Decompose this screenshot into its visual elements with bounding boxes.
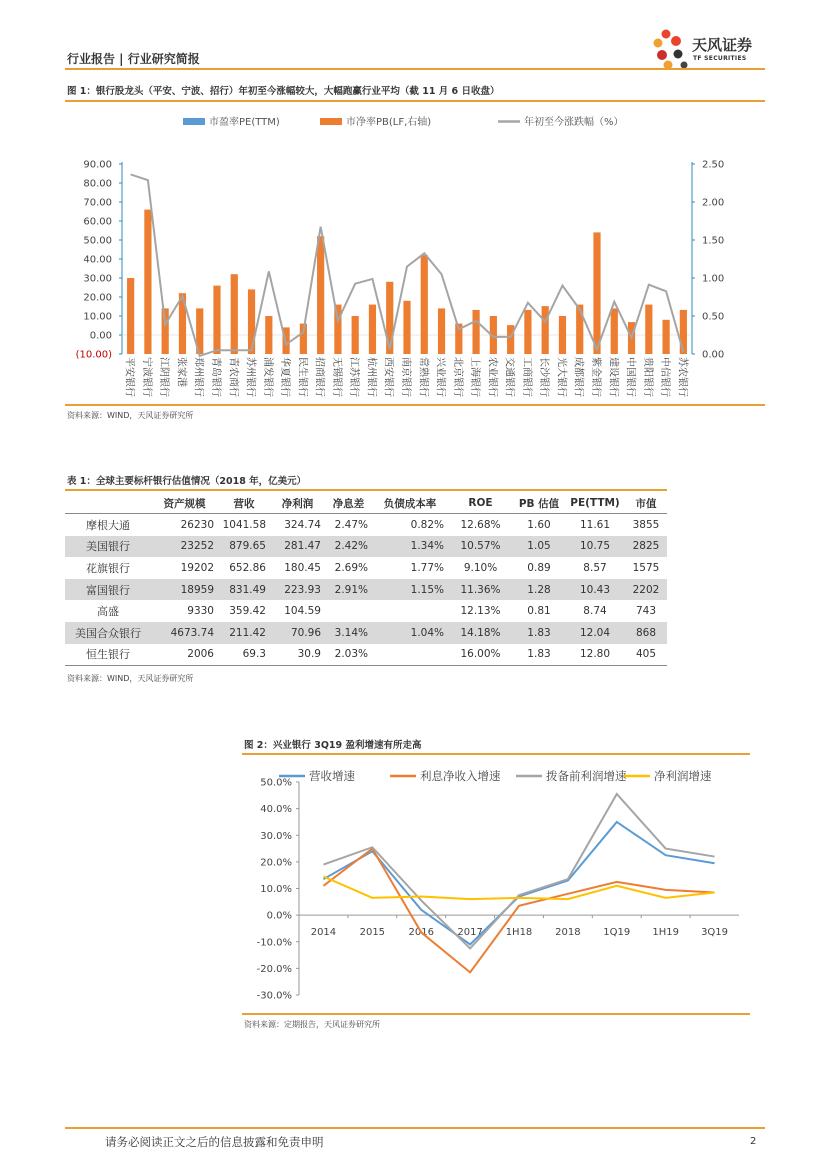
header-divider bbox=[65, 68, 765, 70]
right-tick-label: 2.00 bbox=[702, 197, 725, 209]
category-label: 兴业银行 bbox=[434, 357, 446, 397]
pb-bar bbox=[213, 286, 220, 354]
footer-disclaimer[interactable]: 请务必阅读正文之后的信息披露和免责申明 bbox=[105, 1135, 324, 1149]
table-header-cell bbox=[65, 493, 151, 514]
figure2-caption: 图 2：兴业银行 3Q19 盈利增速有所走高 bbox=[244, 740, 422, 751]
left-tick-label: 50.00 bbox=[83, 235, 112, 247]
legend-item bbox=[516, 769, 627, 783]
table-cell: 180.45 bbox=[284, 561, 321, 574]
figure2-source: 资料来源：定期报告，天风证券研究所 bbox=[244, 1020, 380, 1029]
bank-name-cell: 富国银行 bbox=[65, 579, 151, 601]
table-cell: 12.04 bbox=[565, 622, 625, 644]
category-label: 招商银行 bbox=[313, 357, 325, 397]
category-label: 苏农银行 bbox=[676, 357, 688, 397]
table-row bbox=[65, 622, 667, 644]
left-tick-label: 30.00 bbox=[83, 273, 112, 285]
x-tick-label: 1H18 bbox=[505, 927, 533, 939]
bank-name-cell: 高盛 bbox=[97, 605, 119, 619]
table-cell: 405 bbox=[625, 644, 667, 666]
table-cell: 2.03% bbox=[325, 644, 372, 666]
table1-source: 资料来源：WIND，天风证券研究所 bbox=[67, 674, 194, 683]
table-cell: 26230 bbox=[180, 518, 214, 531]
table-cell: 8.74 bbox=[583, 605, 607, 618]
table-cell: 1.28 bbox=[513, 579, 565, 601]
category-label: 中信银行 bbox=[659, 357, 671, 397]
x-tick-label: 2017 bbox=[457, 927, 483, 939]
category-label: 成都银行 bbox=[572, 357, 584, 398]
left-tick-label: 0.00 bbox=[89, 330, 112, 342]
table-header-cell: 负债成本率 bbox=[372, 493, 448, 514]
pb-bar bbox=[472, 310, 479, 354]
pb-bar bbox=[524, 310, 531, 354]
y-tick-label: 0.0% bbox=[266, 910, 292, 922]
table-cell: 0.81 bbox=[527, 605, 551, 618]
table-cell: 12.13% bbox=[460, 605, 501, 618]
pb-bar bbox=[231, 274, 238, 354]
table-cell: 743 bbox=[635, 605, 657, 618]
table-cell: 223.93 bbox=[270, 579, 325, 601]
category-label: 建设银行 bbox=[607, 357, 619, 397]
table-cell: 11.36% bbox=[448, 579, 513, 601]
pb-bar bbox=[317, 236, 324, 354]
right-tick-label: 0.50 bbox=[702, 311, 725, 323]
category-label: 光大银行 bbox=[555, 357, 567, 398]
bank-name-cell: 美国合众银行 bbox=[65, 622, 151, 644]
table-cell: 11.61 bbox=[579, 518, 611, 531]
table-row bbox=[65, 536, 667, 558]
category-label: 华夏银行 bbox=[279, 357, 291, 397]
x-tick-label: 2014 bbox=[310, 927, 337, 939]
pb-bar bbox=[680, 310, 687, 354]
pb-bar bbox=[645, 305, 652, 354]
growth-line-chart bbox=[242, 757, 750, 1012]
y-tick-label: 30.0% bbox=[260, 830, 292, 842]
table-header-cell: 市值 bbox=[625, 493, 667, 514]
table-row bbox=[65, 579, 667, 601]
table-cell bbox=[372, 600, 448, 622]
category-label: 青岛银行 bbox=[210, 357, 221, 397]
y-tick-label: 10.0% bbox=[260, 884, 292, 895]
y-tick-label: 40.0% bbox=[260, 804, 292, 816]
category-label: 青农商行 bbox=[227, 357, 239, 397]
right-tick-label: 2.50 bbox=[702, 159, 725, 171]
table-cell: 2.69% bbox=[334, 561, 368, 574]
table-cell: 2.47% bbox=[334, 518, 368, 531]
table-header-cell: 净利润 bbox=[270, 493, 325, 514]
table-cell: 1.60 bbox=[527, 518, 551, 531]
left-tick-label: 90.00 bbox=[83, 159, 112, 171]
table-cell: 104.59 bbox=[284, 605, 321, 618]
table-row bbox=[65, 644, 667, 666]
table-header-cell: 资产规模 bbox=[151, 493, 218, 514]
category-label: 交通银行 bbox=[503, 357, 515, 397]
table1-top-rule bbox=[65, 489, 667, 491]
pb-bar bbox=[662, 320, 669, 354]
legend-item bbox=[498, 115, 624, 128]
logo-name: 天风证券 bbox=[692, 36, 753, 54]
category-label: 工商银行 bbox=[520, 357, 532, 397]
table-cell: 0.82% bbox=[410, 518, 444, 531]
table-cell: 281.47 bbox=[270, 536, 325, 558]
table-cell: 868 bbox=[625, 622, 667, 644]
table-cell: 1.34% bbox=[372, 536, 448, 558]
table-cell: 10.75 bbox=[565, 536, 625, 558]
legend-label: 营收增速 bbox=[309, 769, 355, 783]
table-cell: 324.74 bbox=[284, 518, 321, 531]
table1-caption: 表 1：全球主要标杆银行估值情况（2018 年，亿美元） bbox=[67, 476, 307, 487]
table-cell: 831.49 bbox=[218, 579, 270, 601]
y-tick-label: -30.0% bbox=[256, 990, 292, 1002]
table-cell: 12.68% bbox=[460, 518, 501, 531]
category-label: 苏州银行 bbox=[244, 357, 256, 397]
left-tick-label: 40.00 bbox=[83, 254, 112, 266]
table-cell: 2202 bbox=[625, 579, 667, 601]
table-header-cell: ROE bbox=[448, 493, 513, 514]
table-cell: 30.9 bbox=[270, 644, 325, 666]
x-tick-label: 2015 bbox=[359, 927, 386, 939]
pb-bar bbox=[162, 308, 169, 354]
series-line-0 bbox=[323, 822, 714, 944]
pb-bar bbox=[593, 232, 600, 354]
pb-bar bbox=[352, 316, 359, 354]
figure1-top-rule bbox=[65, 100, 765, 102]
pb-bar bbox=[421, 255, 428, 354]
bank-name-cell: 美国银行 bbox=[65, 536, 151, 558]
category-label: 中国银行 bbox=[624, 357, 636, 397]
x-tick-label: 1H19 bbox=[652, 927, 679, 939]
pb-bar bbox=[248, 289, 255, 354]
pb-bar bbox=[559, 316, 566, 354]
header-title: 行业报告 | 行业研究简报 bbox=[67, 52, 200, 66]
table-header-cell: PB 估值 bbox=[513, 493, 565, 514]
table-cell: 1.83 bbox=[513, 622, 565, 644]
table-cell bbox=[325, 600, 372, 622]
table-cell: 69.3 bbox=[218, 644, 270, 666]
figure2-top-rule bbox=[242, 753, 750, 755]
left-tick-label: 60.00 bbox=[83, 216, 112, 228]
table-cell: 1.15% bbox=[372, 579, 448, 601]
table-row bbox=[65, 557, 667, 579]
category-label: 北京银行 bbox=[451, 357, 463, 397]
table-cell: 3855 bbox=[632, 518, 660, 531]
category-label: 平安银行 bbox=[123, 357, 135, 397]
category-label: 紫金银行 bbox=[590, 357, 601, 397]
legend-label: 市盈率PE(TTM) bbox=[209, 117, 280, 128]
table-cell: 879.65 bbox=[218, 536, 270, 558]
category-label: 杭州银行 bbox=[365, 357, 377, 397]
y-tick-label: -10.0% bbox=[256, 937, 292, 949]
table-cell: 1.04% bbox=[372, 622, 448, 644]
table-cell: 10.43 bbox=[565, 579, 625, 601]
table-cell: 359.42 bbox=[229, 605, 266, 618]
category-label: 无锡银行 bbox=[330, 357, 342, 397]
category-label: 宁波银行 bbox=[140, 357, 152, 397]
legend-swatch bbox=[183, 118, 205, 125]
table-cell: 9.10% bbox=[463, 561, 498, 574]
pb-bar bbox=[369, 305, 376, 354]
legend-label: 净利润增速 bbox=[654, 769, 712, 783]
series-line-1 bbox=[323, 849, 714, 973]
pb-bar bbox=[576, 305, 583, 354]
table-cell: 1.77% bbox=[410, 561, 444, 574]
right-tick-label: 1.50 bbox=[702, 235, 725, 247]
legend-item bbox=[320, 115, 431, 128]
table-header-cell: PE(TTM) bbox=[565, 493, 625, 514]
table-cell: 2825 bbox=[625, 536, 667, 558]
category-label: 西安银行 bbox=[382, 357, 394, 397]
y-tick-label: -20.0% bbox=[256, 963, 292, 975]
left-tick-label: 80.00 bbox=[83, 178, 112, 190]
left-tick-label: (10.00) bbox=[75, 349, 112, 361]
table-cell: 1575 bbox=[632, 561, 660, 574]
category-label: 江苏银行 bbox=[348, 357, 360, 397]
table-header-cell: 营收 bbox=[218, 493, 270, 514]
pb-bar bbox=[438, 308, 445, 354]
category-label: 浦发银行 bbox=[261, 357, 273, 397]
bank-name-cell: 摩根大通 bbox=[86, 518, 130, 532]
table-cell: 2.42% bbox=[325, 536, 372, 558]
category-label: 贵阳银行 bbox=[641, 357, 653, 397]
x-tick-label: 3Q19 bbox=[701, 927, 729, 939]
legend-item bbox=[624, 769, 712, 783]
table-cell: 9330 bbox=[187, 605, 214, 618]
table-cell: 8.57 bbox=[583, 561, 607, 574]
category-label: 常熟银行 bbox=[417, 357, 429, 397]
series-line-2 bbox=[323, 794, 714, 948]
table-cell: 19202 bbox=[180, 561, 214, 574]
right-tick-label: 1.00 bbox=[702, 273, 725, 285]
table-cell: 211.42 bbox=[218, 622, 270, 644]
table-cell: 652.86 bbox=[229, 561, 266, 574]
pb-bar bbox=[265, 316, 272, 354]
table-cell: 0.89 bbox=[527, 561, 551, 574]
figure1-caption: 图 1：银行股龙头（平安、宁波、招行）年初至今涨幅较大，大幅跑赢行业平均（截 11 月 6 日收盘） bbox=[67, 86, 500, 97]
pb-bar bbox=[144, 210, 151, 354]
y-tick-label: 20.0% bbox=[260, 857, 292, 869]
pb-bar bbox=[507, 325, 514, 354]
table-cell bbox=[372, 644, 448, 666]
figure2-bottom-rule bbox=[242, 1013, 750, 1015]
category-label: 民生银行 bbox=[296, 357, 308, 397]
table-cell: 18959 bbox=[151, 579, 218, 601]
pb-bar bbox=[127, 278, 134, 354]
category-label: 农业银行 bbox=[486, 357, 498, 397]
legend-item bbox=[390, 769, 501, 783]
bank-valuation-chart bbox=[65, 104, 765, 404]
category-label: 郑州银行 bbox=[192, 357, 204, 397]
table-cell: 1.83 bbox=[513, 644, 565, 666]
table-cell: 70.96 bbox=[270, 622, 325, 644]
table-row bbox=[65, 600, 667, 622]
category-label: 上海银行 bbox=[469, 357, 481, 397]
legend-swatch bbox=[320, 118, 342, 125]
figure1-source: 资料来源：WIND，天风证券研究所 bbox=[67, 411, 194, 420]
bank-name-cell: 花旗银行 bbox=[86, 561, 130, 575]
left-tick-label: 10.00 bbox=[83, 311, 112, 323]
figure1-bottom-rule bbox=[65, 404, 765, 406]
table-cell: 2006 bbox=[151, 644, 218, 666]
category-label: 长沙银行 bbox=[538, 357, 550, 397]
category-label: 张家港 bbox=[175, 357, 187, 387]
table-cell: 23252 bbox=[151, 536, 218, 558]
pb-bar bbox=[542, 306, 549, 354]
x-tick-label: 2018 bbox=[555, 927, 581, 939]
table-row bbox=[65, 514, 667, 536]
table-header-cell: 净息差 bbox=[325, 493, 372, 514]
category-label: 江阴银行 bbox=[158, 357, 170, 397]
bank-name-cell: 恒生银行 bbox=[65, 644, 151, 666]
legend-item bbox=[183, 115, 280, 128]
legend-label: 利息净收入增速 bbox=[420, 769, 501, 783]
table-cell: 1.05 bbox=[513, 536, 565, 558]
x-tick-label: 1Q19 bbox=[603, 927, 631, 939]
footer-divider bbox=[65, 1127, 765, 1129]
table-cell: 16.00% bbox=[448, 644, 513, 666]
page-number: 2 bbox=[750, 1136, 757, 1147]
table-cell: 14.18% bbox=[448, 622, 513, 644]
table-cell: 4673.74 bbox=[151, 622, 218, 644]
valuation-table bbox=[65, 493, 667, 666]
y-tick-label: 50.0% bbox=[260, 777, 292, 789]
right-tick-label: 0.00 bbox=[702, 349, 725, 361]
table-cell: 1041.58 bbox=[222, 518, 266, 531]
left-tick-label: 20.00 bbox=[83, 292, 112, 304]
category-label: 南京银行 bbox=[400, 357, 411, 397]
legend-label: 拨备前利润增速 bbox=[546, 769, 627, 783]
table-cell: 12.80 bbox=[565, 644, 625, 666]
x-tick-label: 2016 bbox=[408, 927, 434, 939]
legend-label: 市净率PB(LF,右轴) bbox=[346, 117, 432, 128]
pb-bar bbox=[403, 301, 410, 354]
left-tick-label: 70.00 bbox=[83, 197, 112, 209]
pb-bar bbox=[611, 308, 618, 354]
legend-label: 年初至今涨跌幅（%） bbox=[524, 117, 624, 128]
table-cell: 10.57% bbox=[448, 536, 513, 558]
table-cell: 2.91% bbox=[325, 579, 372, 601]
logo-subtitle: TF SECURITIES bbox=[693, 55, 747, 62]
table-cell: 3.14% bbox=[325, 622, 372, 644]
